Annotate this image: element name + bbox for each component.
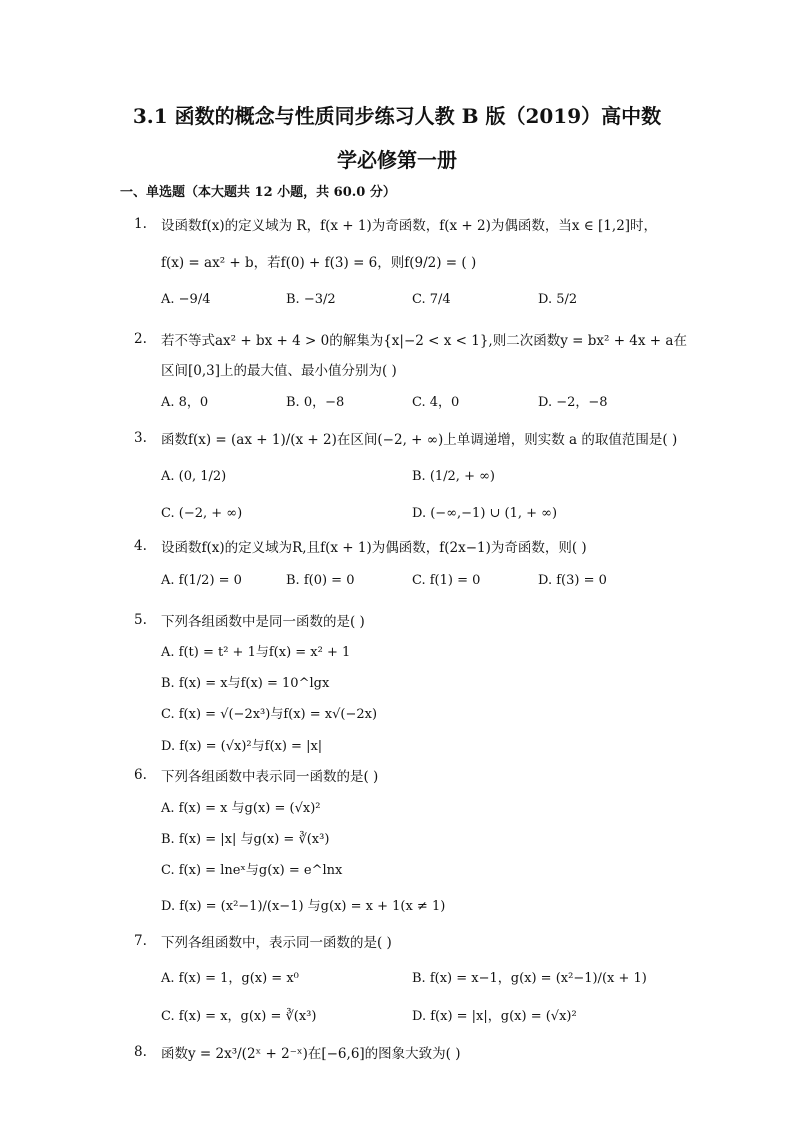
option-d[interactable]: D. f(3) = 0 (538, 573, 607, 588)
option-d[interactable]: D. f(x) = (x²−1)/(x−1) 与g(x) = x + 1(x ≠ 1) (161, 899, 446, 914)
page-title-line-2: 学必修第一册 (337, 148, 457, 172)
option-d[interactable]: D. f(x) = |x|，g(x) = (√x)² (412, 1009, 577, 1024)
option-c[interactable]: C. f(x) = lneˣ与g(x) = e^lnx (161, 863, 343, 878)
option-c[interactable]: C. 7/4 (412, 292, 451, 307)
option-b[interactable]: B. (1/2, + ∞) (412, 469, 496, 484)
option-a[interactable]: A. f(x) = 1，g(x) = x⁰ (161, 971, 299, 986)
question-text: 函数y = 2x³/(2ˣ + 2⁻ˣ)在[−6,6]的图象大致为( ) (161, 1046, 461, 1062)
option-a[interactable]: A. −9/4 (161, 292, 211, 307)
option-b[interactable]: B. f(x) = x与f(x) = 10^lgx (161, 676, 330, 691)
question-text: 下列各组函数中是同一函数的是( ) (161, 614, 365, 630)
question-number: 2. (134, 331, 147, 347)
question-text: 设函数f(x)的定义域为R,且f(x + 1)为偶函数，f(2x−1)为奇函数，则( ) (161, 540, 587, 556)
question-text: 若不等式ax² + bx + 4 > 0的解集为{x|−2 < x < 1},则二次函数y = bx² + 4x + a在 (161, 333, 687, 349)
option-b[interactable]: B. −3/2 (286, 292, 336, 307)
option-d[interactable]: D. −2，−8 (538, 395, 608, 410)
option-a[interactable]: A. (0, 1/2) (161, 469, 227, 484)
option-b[interactable]: B. f(x) = |x| 与g(x) = ∛(x³) (161, 832, 330, 847)
question-number: 5. (134, 612, 147, 628)
option-a[interactable]: A. 8，0 (161, 395, 209, 410)
option-d[interactable]: D. (−∞,−1) ∪ (1, + ∞) (412, 506, 558, 521)
section-heading: 一、单选题（本大题共 12 小题，共 60.0 分） (120, 185, 396, 200)
question-number: 8. (134, 1044, 147, 1060)
option-c[interactable]: C. (−2, + ∞) (161, 506, 243, 521)
question-text: 下列各组函数中表示同一函数的是( ) (161, 769, 379, 785)
option-b[interactable]: B. 0，−8 (286, 395, 345, 410)
question-number: 4. (134, 538, 147, 554)
option-c[interactable]: C. 4，0 (412, 395, 460, 410)
question-number: 6. (134, 767, 147, 783)
option-a[interactable]: A. f(x) = x 与g(x) = (√x)² (161, 801, 321, 816)
option-c[interactable]: C. f(1) = 0 (412, 573, 481, 588)
question-text: 设函数f(x)的定义域为 R，f(x + 1)为奇函数，f(x + 2)为偶函数，当x ∈ [1,2]时， (161, 218, 658, 234)
option-a[interactable]: A. f(t) = t² + 1与f(x) = x² + 1 (161, 645, 351, 660)
option-c[interactable]: C. f(x) = x，g(x) = ∛(x³) (161, 1009, 317, 1024)
question-number: 3. (134, 430, 147, 446)
option-d[interactable]: D. 5/2 (538, 292, 578, 307)
option-b[interactable]: B. f(0) = 0 (286, 573, 355, 588)
question-text: f(x) = ax² + b，若f(0) + f(3) = 6，则f(9/2) = ( ) (161, 255, 477, 271)
question-number: 1. (134, 216, 147, 232)
option-a[interactable]: A. f(1/2) = 0 (161, 573, 242, 588)
question-number: 7. (134, 933, 147, 949)
option-d[interactable]: D. f(x) = (√x)²与f(x) = |x| (161, 739, 323, 754)
question-text: 函数f(x) = (ax + 1)/(x + 2)在区间(−2, + ∞)上单调递增，则实数 a 的取值范围是( ) (161, 432, 678, 448)
question-text: 下列各组函数中，表示同一函数的是( ) (161, 935, 392, 951)
option-b[interactable]: B. f(x) = x−1，g(x) = (x²−1)/(x + 1) (412, 971, 647, 986)
page-title-line-1: 3.1 函数的概念与性质同步练习人教 B 版（2019）高中数 (132, 104, 662, 128)
question-text: 区间[0,3]上的最大值、最小值分别为( ) (161, 363, 397, 379)
option-c[interactable]: C. f(x) = √(−2x³)与f(x) = x√(−2x) (161, 707, 378, 722)
